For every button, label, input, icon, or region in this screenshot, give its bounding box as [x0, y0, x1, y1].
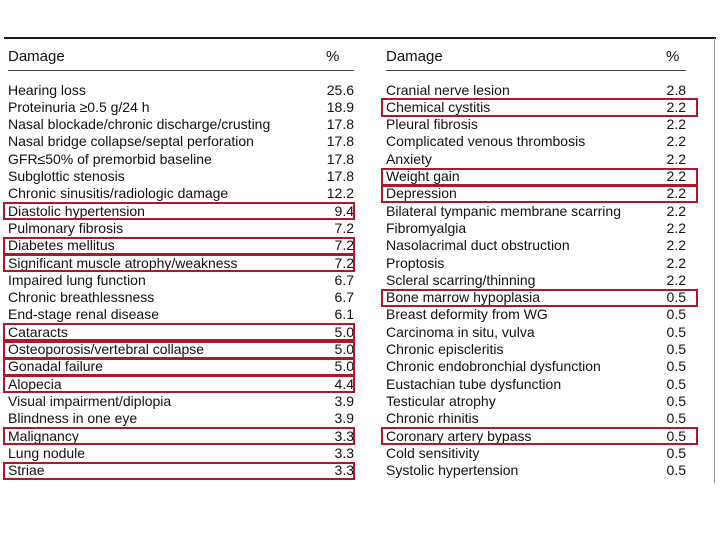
damage-label: End-stage renal disease [8, 306, 159, 323]
percent-value: 7.2 [334, 254, 354, 271]
percent-value: 0.5 [666, 341, 686, 357]
percent-value: 25.6 [326, 81, 354, 98]
damage-label: Lung nodule [8, 444, 86, 461]
highlight-box [3, 254, 355, 272]
damage-label: Scleral scarring/thinning [386, 271, 536, 288]
damage-label: Complicated venous thrombosis [386, 133, 586, 150]
left-table-row [8, 116, 354, 133]
highlight-box [381, 289, 698, 307]
right-table-row [386, 462, 686, 479]
damage-label: Breast deformity from WG [386, 306, 548, 323]
right-header-rule [386, 70, 686, 71]
right-damage-header: Damage [386, 48, 443, 65]
percent-value: 4.4 [334, 375, 354, 392]
damage-label: Chronic rhinitis [386, 410, 479, 427]
damage-label: Nasolacrimal duct obstruction [386, 237, 570, 254]
right-table-row [386, 220, 686, 237]
right-table-row [386, 82, 686, 99]
percent-value: 2.2 [666, 116, 686, 133]
highlight-box [381, 168, 698, 186]
percent-value: 0.5 [666, 358, 686, 375]
percent-value: 2.2 [666, 219, 686, 236]
highlight-box [3, 427, 355, 445]
highlight-box [3, 323, 355, 341]
percent-value: 2.2 [666, 271, 686, 288]
damage-label: Chronic episcleritis [386, 341, 504, 357]
right-table-row [386, 324, 686, 341]
table-top-rule [4, 37, 716, 39]
left-table-row [8, 306, 354, 323]
damage-label: Pulmonary fibrosis [8, 219, 124, 236]
left-table-row [8, 151, 354, 168]
damage-label: Weight gain [386, 168, 460, 184]
right-percent-header: % [666, 48, 680, 65]
damage-label: Visual impairment/diplopia [8, 392, 172, 409]
damage-label: Depression [386, 185, 457, 202]
percent-value: 17.8 [326, 150, 354, 167]
percent-value: 5.0 [334, 323, 354, 340]
left-percent-header: % [326, 48, 340, 65]
percent-value: 7.2 [334, 219, 354, 236]
percent-value: 12.2 [326, 185, 354, 202]
left-table-row [8, 220, 354, 237]
percent-value: 6.1 [334, 306, 354, 323]
damage-label: Diastolic hypertension [8, 202, 145, 219]
damage-label: Cranial nerve lesion [386, 81, 510, 98]
highlight-box [3, 462, 355, 480]
damage-label: Gonadal failure [8, 358, 103, 375]
right-table-row [386, 445, 686, 462]
right-table-row [386, 237, 686, 254]
right-table-row [386, 116, 686, 133]
damage-label: Bilateral tympanic membrane scarring [386, 202, 621, 219]
damage-label: Nasal blockade/chronic discharge/crusting [8, 116, 271, 133]
highlight-box [3, 358, 355, 376]
left-table-row [8, 410, 354, 427]
percent-value: 17.8 [326, 116, 354, 133]
damage-label: Proteinuria ≥0.5 g/24 h [8, 98, 150, 115]
damage-label: Striae [8, 462, 45, 479]
percent-value: 0.5 [666, 289, 686, 306]
damage-label: Impaired lung function [8, 271, 146, 288]
damage-label: Malignancy [8, 427, 79, 444]
damage-label: Anxiety [386, 150, 432, 167]
percent-value: 3.3 [334, 444, 354, 461]
percent-value: 5.0 [334, 358, 354, 375]
damage-label: Bone marrow hypoplasia [386, 289, 541, 306]
left-table-row [8, 185, 354, 202]
left-table-row [8, 82, 354, 99]
percent-value: 0.5 [666, 392, 686, 409]
damage-label: Diabetes mellitus [8, 237, 115, 254]
percent-value: 9.4 [334, 202, 354, 219]
percent-value: 0.5 [666, 444, 686, 461]
percent-value: 2.2 [666, 185, 686, 202]
right-table-row [386, 272, 686, 289]
right-table-row [386, 358, 686, 375]
damage-label: Pleural fibrosis [386, 116, 478, 133]
damage-label: Testicular atrophy [386, 392, 496, 409]
percent-value: 2.2 [666, 254, 686, 271]
percent-value: 0.5 [666, 462, 686, 479]
right-table-row [386, 410, 686, 427]
left-header-rule [8, 70, 354, 71]
percent-value: 2.8 [666, 81, 686, 98]
damage-label: Chemical cystitis [386, 98, 491, 115]
damage-label: Chronic endobronchial dysfunction [386, 358, 601, 375]
left-damage-header: Damage [8, 48, 65, 65]
percent-value: 2.2 [666, 237, 686, 254]
damage-label: Significant muscle atrophy/weakness [8, 254, 238, 271]
damage-label: Alopecia [8, 375, 62, 392]
left-table-row [8, 445, 354, 462]
damage-label: Eustachian tube dysfunction [386, 375, 562, 392]
damage-label: Carcinoma in situ, vulva [386, 323, 535, 340]
percent-value: 17.8 [326, 168, 354, 184]
right-table-row [386, 203, 686, 220]
right-table-row [386, 393, 686, 410]
highlight-box [3, 202, 355, 220]
percent-value: 3.9 [334, 392, 354, 409]
damage-label: Systolic hypertension [386, 462, 519, 479]
damage-label: Hearing loss [8, 81, 86, 98]
percent-value: 2.2 [666, 98, 686, 115]
right-table-row [386, 341, 686, 358]
damage-label: Cataracts [8, 323, 68, 340]
percent-value: 0.5 [666, 375, 686, 392]
damage-label: Chronic sinusitis/radiologic damage [8, 185, 229, 202]
damage-label: Osteoporosis/vertebral collapse [8, 341, 205, 357]
percent-value: 7.2 [334, 237, 354, 254]
damage-label: Cold sensitivity [386, 444, 480, 461]
damage-label: Proptosis [386, 254, 445, 271]
percent-value: 0.5 [666, 427, 686, 444]
percent-value: 2.2 [666, 150, 686, 167]
left-table-row [8, 99, 354, 116]
percent-value: 2.2 [666, 202, 686, 219]
percent-value: 17.8 [326, 133, 354, 150]
right-table-row [386, 376, 686, 393]
highlight-box [3, 237, 355, 255]
right-table-row [386, 306, 686, 323]
right-table-row [386, 151, 686, 168]
percent-value: 2.2 [666, 168, 686, 184]
left-table-row [8, 272, 354, 289]
highlight-box [3, 341, 355, 359]
damage-label: GFR≤50% of premorbid baseline [8, 150, 212, 167]
highlight-box [381, 427, 698, 445]
percent-value: 3.9 [334, 410, 354, 427]
left-table-row [8, 133, 354, 150]
highlight-box [381, 98, 698, 116]
percent-value: 3.3 [334, 462, 354, 479]
right-edge-line [714, 38, 715, 483]
percent-value: 2.2 [666, 133, 686, 150]
left-table-row [8, 289, 354, 306]
right-table-row [386, 133, 686, 150]
highlight-box [3, 375, 355, 393]
percent-value: 18.9 [326, 98, 354, 115]
damage-label: Blindness in one eye [8, 410, 138, 427]
damage-label: Chronic breathlessness [8, 289, 155, 306]
damage-label: Coronary artery bypass [386, 427, 532, 444]
percent-value: 6.7 [334, 289, 354, 306]
right-table-row [386, 255, 686, 272]
left-table-row [8, 393, 354, 410]
percent-value: 0.5 [666, 323, 686, 340]
percent-value: 6.7 [334, 271, 354, 288]
percent-value: 0.5 [666, 410, 686, 427]
left-table-row [8, 168, 354, 185]
percent-value: 3.3 [334, 427, 354, 444]
damage-label: Fibromyalgia [386, 219, 467, 236]
damage-label: Subglottic stenosis [8, 168, 125, 184]
damage-label: Nasal bridge collapse/septal perforation [8, 133, 254, 150]
percent-value: 5.0 [334, 341, 354, 357]
highlight-box [381, 185, 698, 203]
percent-value: 0.5 [666, 306, 686, 323]
